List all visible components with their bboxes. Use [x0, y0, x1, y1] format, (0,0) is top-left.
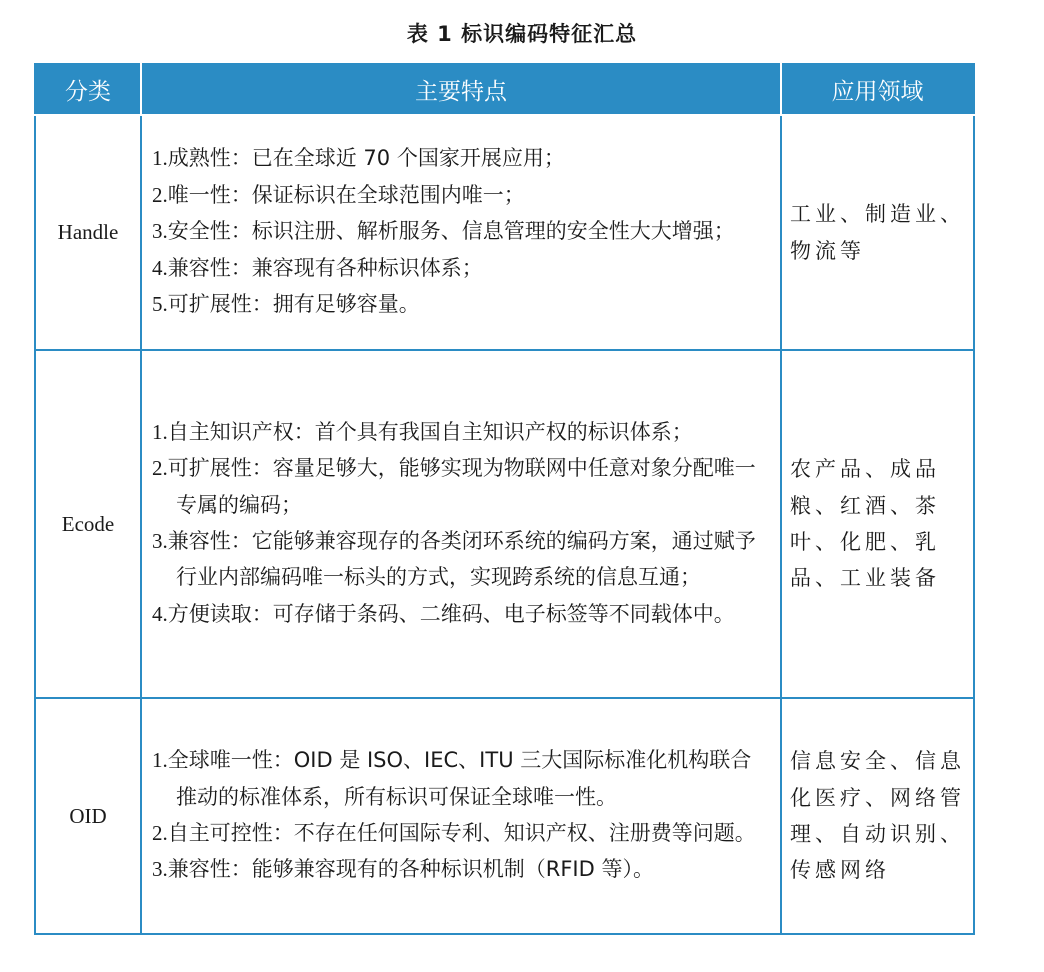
- feature-item: 4.兼容性：兼容现有各种标识体系；: [152, 255, 483, 280]
- feature-item: 2.自主可控性：不存在任何国际专利、知识产权、注册费等问题。: [152, 821, 756, 845]
- category-cell: Ecode: [35, 350, 141, 698]
- header-applications: 应用领域: [781, 64, 974, 115]
- header-row: [35, 64, 974, 115]
- feature-item: 1.全球唯一性：OID 是 ISO、IEC、ITU 三大国际标准化机构联合推动的标准体系，所有标识可保证全球唯一性。: [152, 748, 752, 809]
- feature-item: 3.兼容性：它能够兼容现存的各类闭环系统的编码方案，通过赋予行业内部编码唯一标头的方式，实现跨系统的信息互通；: [152, 529, 756, 590]
- table-caption: 表 1 标识编码特征汇总: [406, 22, 638, 46]
- header-category: 分类: [35, 64, 141, 115]
- category-cell: OID: [35, 698, 141, 934]
- features-cell: [141, 350, 781, 698]
- feature-item: 2.可扩展性：容量足够大，能够实现为物联网中任意对象分配唯一专属的编码；: [152, 456, 756, 517]
- feature-item: 3.安全性：标识注册、解析服务、信息管理的安全性大大增强；: [152, 219, 735, 244]
- feature-item: 5.可扩展性：拥有足够容量。: [152, 292, 420, 317]
- table-row: [35, 350, 974, 698]
- table-row: [35, 115, 974, 350]
- applications-cell: 信息安全、信息化医疗、网络管理、自动识别、传感网络: [781, 698, 974, 934]
- category-cell: Handle: [35, 115, 141, 350]
- features-cell: [141, 698, 781, 934]
- feature-item: 3.兼容性：能够兼容现有的各种标识机制（RFID 等）。: [152, 857, 654, 882]
- features-cell: [141, 115, 781, 350]
- applications-cell: 农产品、成品粮、红酒、茶叶、化肥、乳品、工业装备: [781, 350, 974, 698]
- table-row: [35, 698, 974, 934]
- feature-item: 4.方便读取：可存储于条码、二维码、电子标签等不同载体中。: [152, 601, 735, 626]
- feature-item: 2.唯一性：保证标识在全球范围内唯一；: [152, 182, 525, 207]
- feature-item: 1.自主知识产权：首个具有我国自主知识产权的标识体系；: [152, 419, 693, 444]
- feature-item: 1.成熟性：已在全球近 70 个国家开展应用；: [152, 146, 565, 171]
- applications-cell: 工业、制造业、物流等: [781, 115, 974, 350]
- header-features: 主要特点: [141, 64, 781, 115]
- identifier-encoding-table: [34, 63, 975, 935]
